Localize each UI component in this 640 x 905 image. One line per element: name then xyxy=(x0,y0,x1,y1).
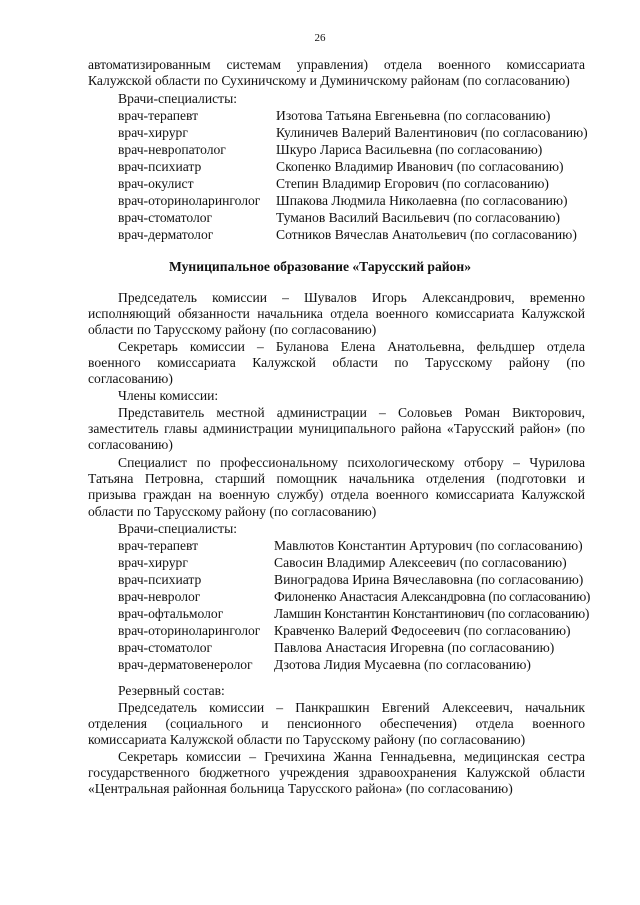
specialist-person: Степин Владимир Егорович (по согласованию) xyxy=(276,176,549,191)
paragraph-line: Председатель комиссии – Шувалов Игорь Александрович, временно xyxy=(118,290,585,305)
reserve-secretary-paragraph xyxy=(88,749,585,798)
specialist-role: врач-дерматолог xyxy=(118,227,214,242)
specialist-role: врач-невролог xyxy=(118,589,201,604)
specialist-row xyxy=(0,159,640,175)
paragraph-line: Секретарь комиссии – Буланова Елена Анатольевна, фельдшер отдела xyxy=(118,339,585,354)
specialist-role: врач-дерматовенеролог xyxy=(118,657,253,672)
specialist-person: Изотова Татьяна Евгеньевна (по согласованию) xyxy=(276,108,551,123)
specialist-person: Шкуро Лариса Васильевна (по согласованию) xyxy=(276,142,543,157)
specialist-row xyxy=(0,227,640,243)
specialist-person: Савосин Владимир Алексеевич (по согласованию) xyxy=(274,555,567,570)
paragraph-line: комиссариата Калужской области по Тарусскому району (по согласованию) xyxy=(88,732,526,748)
paragraph-line: государственного бюджетного учреждения здравоохранения Калужской области xyxy=(88,765,585,781)
specialist-role: врач-оториноларинголог xyxy=(118,623,261,638)
paragraph-line: отделения (социального и пенсионного обеспечения) отдела военного xyxy=(88,716,585,732)
psychologist-paragraph xyxy=(88,455,585,520)
specialist-person: Кулиничев Валерий Валентинович (по согласованию) xyxy=(276,125,588,140)
page-number: 26 xyxy=(314,32,326,44)
paragraph-line: согласованию) xyxy=(88,437,173,453)
specialist-row xyxy=(0,108,640,124)
paragraph-line: призыва граждан на военную службу) отдела военного комиссариата Калужской xyxy=(88,487,585,503)
specialist-role: врач-невропатолог xyxy=(118,142,226,157)
specialist-role: врач-офтальмолог xyxy=(118,606,224,621)
specialist-role: врач-хирург xyxy=(118,125,188,140)
specialist-row xyxy=(0,176,640,192)
paragraph-line: Татьяна Петровна, старший помощник начальника отделения (подготовки и xyxy=(88,471,585,487)
paragraph-line: Представитель местной администрации – Соловьев Роман Викторович, xyxy=(118,405,585,420)
specialist-person: Мавлютов Константин Артурович (по согласованию) xyxy=(274,538,583,553)
specialist-row xyxy=(0,555,640,571)
intro-paragraph xyxy=(88,57,585,89)
specialist-row xyxy=(0,142,640,158)
paragraph-line: области по Тарусскому району (по согласованию) xyxy=(88,503,377,519)
specialist-role: врач-психиатр xyxy=(118,572,202,587)
paragraph-line: военного комиссариата Калужской области по Тарусскому району (по xyxy=(88,355,585,371)
members-title: Члены комиссии: xyxy=(118,388,219,403)
specialist-role: врач-хирург xyxy=(118,555,188,570)
specialist-person: Дзотова Лидия Мусаевна (по согласованию) xyxy=(274,657,531,672)
reserve-title: Резервный состав: xyxy=(118,683,225,698)
reserve-chair-paragraph xyxy=(88,700,585,749)
intro-line: Калужской области по Сухиничскому и Думиничскому районам (по согласованию) xyxy=(88,73,570,89)
specialist-role: врач-стоматолог xyxy=(118,640,213,655)
specialist-role: врач-оториноларинголог xyxy=(118,193,261,208)
paragraph-line: Секретарь комиссии – Гречихина Жанна Геннадьевна, медицинская сестра xyxy=(118,749,585,764)
specialist-person: Виноградова Ирина Вячеславовна (по согласованию) xyxy=(274,572,584,587)
specialist-person: Кравченко Валерий Федосеевич (по согласованию) xyxy=(274,623,571,638)
paragraph-line: исполняющий обязанности начальника отдела военного комиссариата Калужской xyxy=(88,306,585,322)
chair-paragraph xyxy=(88,290,585,339)
specialist-person: Ламшин Константин Константинович (по согласованию) xyxy=(274,606,590,621)
specialist-row xyxy=(0,572,640,588)
paragraph-line: Председатель комиссии – Панкрашкин Евгений Алексеевич, начальник xyxy=(118,700,585,715)
specialist-role: врач-терапевт xyxy=(118,108,199,123)
specialist-role: врач-окулист xyxy=(118,176,194,191)
specialist-role: врач-терапевт xyxy=(118,538,199,553)
specialist-row xyxy=(0,606,640,622)
paragraph-line: области по Тарусскому району (по согласованию) xyxy=(88,322,377,338)
specialist-row xyxy=(0,193,640,209)
paragraph-line: «Центральная районная больница Тарусского района» (по согласованию) xyxy=(88,781,513,797)
paragraph-line: заместитель главы администрации муниципального района «Тарусский район» (по xyxy=(88,421,585,437)
specialist-person: Шпакова Людмила Николаевна (по согласованию) xyxy=(276,193,568,208)
specialist-row xyxy=(0,657,640,673)
specialist-row xyxy=(0,640,640,656)
specialist-person: Павлова Анастасия Игоревна (по согласованию) xyxy=(274,640,555,655)
specialists-title-a: Врачи-специалисты: xyxy=(118,91,237,106)
specialists-title-b: Врачи-специалисты: xyxy=(118,521,237,536)
paragraph-line: Специалист по профессиональному психологическому отбору – Чурилова xyxy=(118,455,585,470)
secretary-paragraph xyxy=(88,339,585,388)
specialist-row xyxy=(0,125,640,141)
section-heading: Муниципальное образование «Тарусский район» xyxy=(168,259,472,274)
representative-paragraph xyxy=(88,405,585,454)
specialist-person: Скопенко Владимир Иванович (по согласованию) xyxy=(276,159,564,174)
specialist-row xyxy=(0,623,640,639)
specialist-role: врач-стоматолог xyxy=(118,210,213,225)
specialist-row xyxy=(0,589,640,605)
specialist-person: Филоненко Анастасия Александровна (по согласованию) xyxy=(274,589,591,604)
intro-line: автоматизированным системам управления) отдела военного комиссариата xyxy=(88,57,585,72)
specialist-person: Сотников Вячеслав Анатольевич (по согласованию) xyxy=(276,227,577,242)
specialist-row xyxy=(0,210,640,226)
paragraph-line: согласованию) xyxy=(88,371,173,387)
specialist-person: Туманов Василий Васильевич (по согласованию) xyxy=(276,210,561,225)
specialist-row xyxy=(0,538,640,554)
specialist-role: врач-психиатр xyxy=(118,159,202,174)
